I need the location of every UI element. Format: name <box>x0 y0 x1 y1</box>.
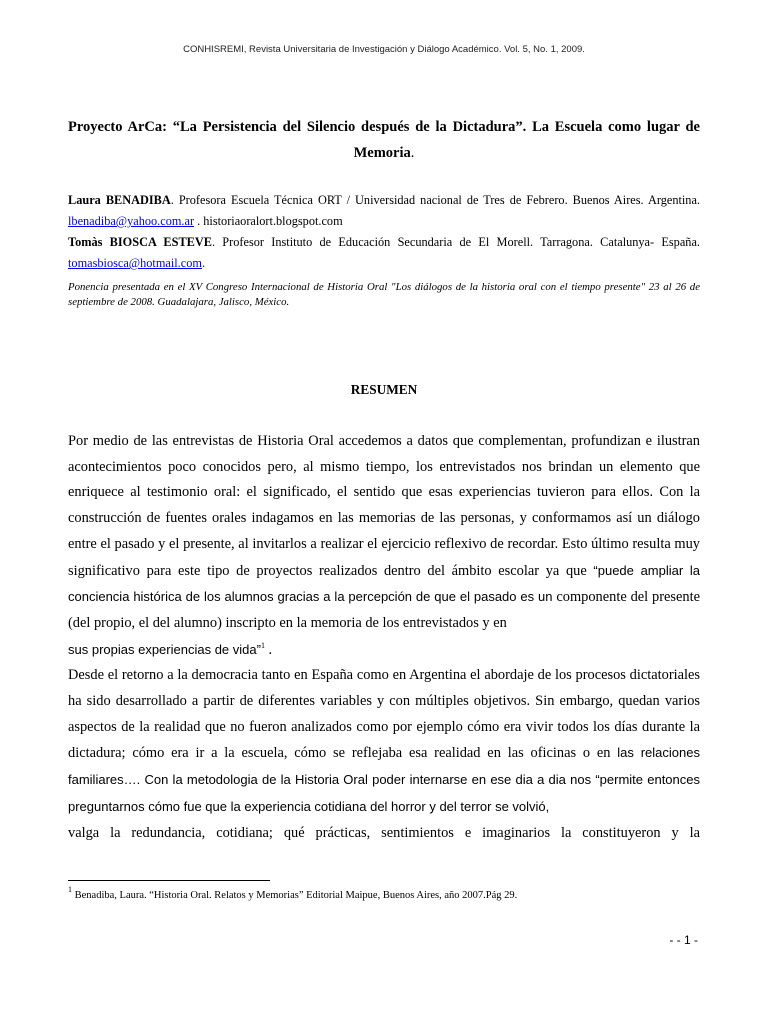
author-2-line <box>68 232 700 253</box>
paragraph-1-continuation: componente del presente (del propio, el del alumno) inscripto en la memoria de los entrevistados y en <box>68 589 700 631</box>
paragraph-1-quote: “puede ampliar la conciencia histórica de los alumnos gracias a la percepción de que el pasado es un <box>68 562 700 605</box>
journal-header: CONHISREMI, Revista Universitaria de Investigación y Diálogo Académico. Vol. 5, No. 1, 2009. <box>183 44 585 55</box>
footnote-text: Benadiba, Laura. “Historia Oral. Relatos y Memorias” Editorial Maipue, Buenos Aires, año 2007.Pág 29. <box>72 890 518 901</box>
paragraph-1 <box>68 429 700 637</box>
author-2-affiliation: . Profesor Instituto de Educación Secundaria de El Morell. Tarragona. Catalunya- España. <box>211 235 700 249</box>
paragraph-2 <box>68 663 700 820</box>
author-2-email-link[interactable]: tomasbiosca@hotmail.com <box>68 256 202 270</box>
paper-title <box>68 114 700 166</box>
conference-note: Ponencia presentada en el XV Congreso Internacional de Historia Oral "Los diálogos de la historia oral con el tiempo presente" 23 al 26 de septiembre de 2008. Guadalajara, Jalisco, México. <box>68 281 700 308</box>
author-2-contact <box>68 253 700 274</box>
footnote-mark: 1 <box>68 885 72 894</box>
author-1-affiliation: . Profesora Escuela Técnica ORT / Universidad nacional de Tres de Febrero. Buenos Aires. Argentina. <box>170 193 700 207</box>
paper-title-text: Proyecto ArCa: “La Persistencia del Silencio después de la Dictadura”. La Escuela como lugar de Memoria <box>68 119 700 161</box>
paragraph-2-text: Desde el retorno a la democracia tanto en España como en Argentina el abordaje de los procesos dictatoriales ha sido desarrollado a partir de diferentes variables y con múltiples objetivos. Sin embargo, quedan varios aspectos de la realidad que no fueron analizados como por ejemplo cómo era vivir todos los días durante la dictadura; cómo era ir a la escuela, cómo se reflejaba esa realidad en las oficinas o en <box>68 667 700 762</box>
footnote-1 <box>68 885 700 903</box>
footnote-divider <box>68 880 270 881</box>
paragraph-1-quote-end: sus propias experiencias de vida” <box>68 641 261 657</box>
author-1-line <box>68 190 700 211</box>
author-2-name: Tomàs BIOSCA ESTEVE <box>68 235 212 249</box>
author-2-period: . <box>201 256 206 270</box>
abstract-body <box>68 429 700 846</box>
author-1-contact <box>68 211 700 232</box>
authors-block <box>68 190 700 274</box>
paper-title-period: . <box>410 145 415 161</box>
footnote-ref-1[interactable]: 1 <box>260 640 265 650</box>
paragraph-2-mixed: las relaciones familiares…. Con la metodologia de la Historia Oral poder internarse en ese dia a dia nos “permite entonces preguntarnos cómo fue que la experiencia cotidiana del horror y del terror se volvió, <box>68 745 700 814</box>
paragraph-1-ending <box>68 637 700 664</box>
author-1-email-link[interactable]: lbenadiba@yahoo.com.ar <box>68 214 195 228</box>
section-heading-resumen: RESUMEN <box>350 382 418 397</box>
author-1-blog: . historiaoralort.blogspot.com <box>194 214 343 228</box>
author-1-name: Laura BENADIBA <box>68 193 171 207</box>
paragraph-1-end: . <box>264 641 273 658</box>
paragraph-2-last-line: valga la redundancia, cotidiana; qué prácticas, sentimientos e imaginarios la constituyeron y la <box>68 824 700 841</box>
page-number: - - 1 - <box>669 933 698 947</box>
paragraph-1-text: Por medio de las entrevistas de Historia Oral accedemos a datos que complementan, profundizan e ilustran acontecimientos poco conocidos pero, al mismo tiempo, los entrevistados nos brindan un elemento que enriquece al testimonio oral: el significado, el sentido que esas experiencias tuvieron para ellos. Con la construcción de fuentes orales indagamos en las memorias de las personas, y conformamos así un diálogo entre el pasado y el presente, al invitarlos a realizar el ejercicio reflexivo de recordar. Esto último resulta muy significativo para este tipo de proyectos realizados dentro del ámbito escolar ya que <box>68 433 700 579</box>
